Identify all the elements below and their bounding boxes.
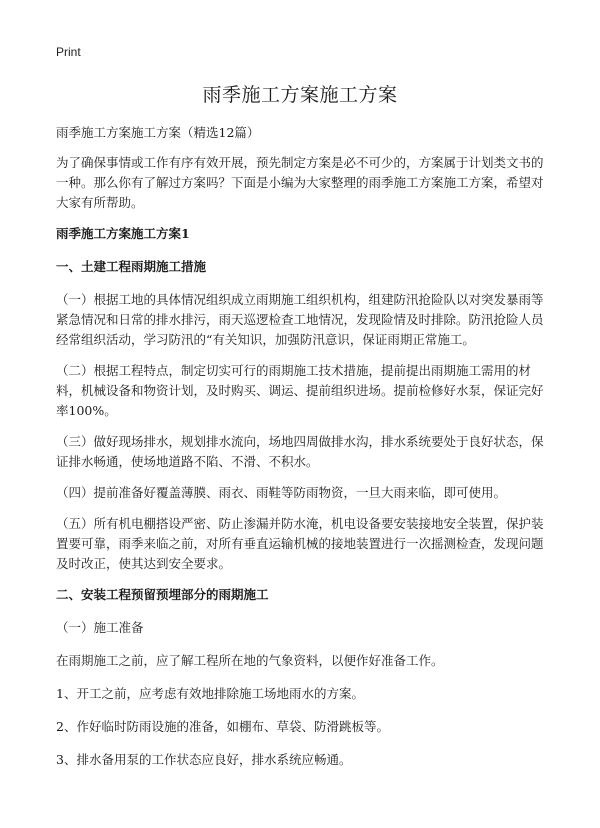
document-title: 雨季施工方案施工方案 bbox=[202, 84, 398, 106]
measure-paragraph: （三）做好现场排水，规划排水流向，场地四周做排水沟，排水系统要处于良好状态，保证排水畅通，使场地道路不陷、不滑、不积水。 bbox=[56, 434, 544, 469]
part-heading: 一、土建工程雨期施工措施 bbox=[56, 259, 207, 274]
subsection-heading: （一）施工准备 bbox=[56, 620, 144, 635]
body-line: 在雨期施工之前，应了解工程所在地的气象资料，以便作好准备工作。 bbox=[56, 653, 444, 668]
measure-paragraph: （四）提前准备好覆盖薄膜、雨衣、雨鞋等防雨物资，一旦大雨来临，即可使用。 bbox=[56, 485, 507, 500]
body-line: 1、开工之前，应考虑有效地排除施工场地雨水的方案。 bbox=[56, 686, 364, 701]
measure-paragraph: （一）根据工地的具体情况组织成立雨期施工组织机构，组建防汛抢险队以对突发暴雨等紧急情况和日常的排水排污，雨天巡逻检查工地情况，发现险情及时排除。防汛抢险人员经常组织活动，学习防汛的“有关知识，加强防汛意识，保证雨期正常施工。 bbox=[56, 292, 544, 347]
measure-paragraph: （五）所有机电棚搭设严密、防止渗漏并防水淹，机电设备要安装接地安全装置，保护装置要可靠，雨季来临之前，对所有垂直运输机械的接地装置进行一次摇测检查，发现问题及时改正，使其达到安全要求。 bbox=[56, 516, 544, 571]
document-subtitle: 雨季施工方案施工方案（精选12篇） bbox=[56, 125, 260, 140]
print-label: Print bbox=[56, 45, 81, 59]
part-heading: 二、安装工程预留预埋部分的雨期施工 bbox=[56, 587, 269, 602]
intro-paragraph: 为了确保事情或工作有序有效开展，预先制定方案是必不可少的，方案属于计划类文书的一种。那么你有了解过方案吗？下面是小编为大家整理的雨季施工方案施工方案，希望对大家有所帮助。 bbox=[56, 155, 544, 210]
section-heading: 雨季施工方案施工方案1 bbox=[56, 226, 190, 241]
body-line: 3、排水备用泵的工作状态应良好，排水系统应畅通。 bbox=[56, 752, 352, 767]
measure-paragraph: （二）根据工程特点，制定切实可行的雨期施工技术措施，提前提出雨期施工需用的材料，机械设备和物资计划，及时购买、调运、提前组织进场。提前检修好水泵，保证完好率100%。 bbox=[56, 363, 544, 418]
body-line: 2、作好临时防雨设施的准备，如棚布、草袋、防滑跳板等。 bbox=[56, 719, 389, 734]
